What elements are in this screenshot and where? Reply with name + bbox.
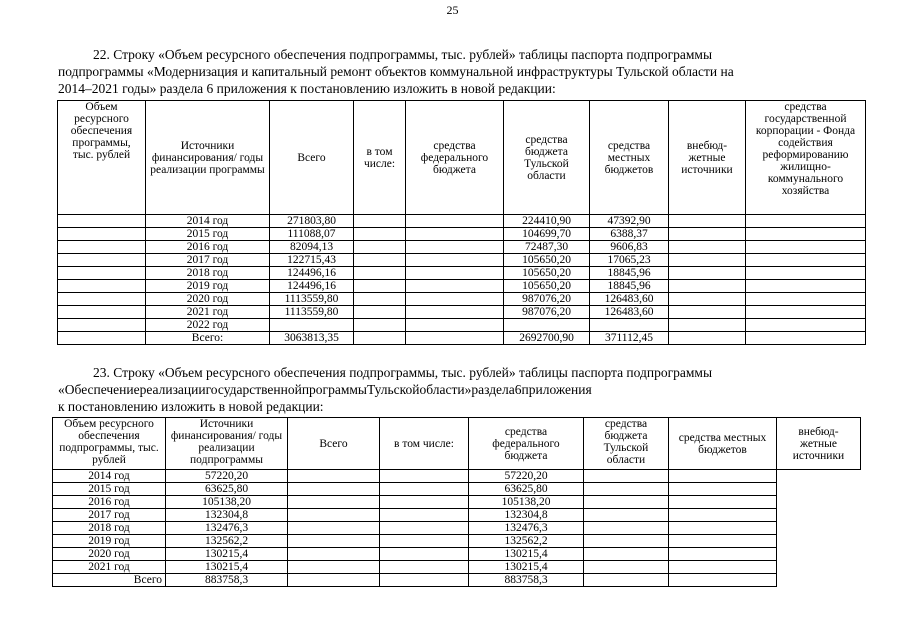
- cell-local: 9606,83: [590, 241, 669, 254]
- cell-extrabudgetary: [669, 306, 746, 319]
- cell-extrabudgetary: [669, 254, 746, 267]
- cell-extrabudgetary: [669, 509, 777, 522]
- table-total-row: [58, 332, 866, 345]
- cell-local: 371112,45: [590, 332, 669, 345]
- table-row: [53, 496, 861, 509]
- cell-federal: [406, 280, 504, 293]
- cell-empty: [58, 306, 146, 319]
- cell-year: 2019 год: [146, 280, 270, 293]
- section-23-line-2-word: реализации: [139, 382, 206, 397]
- cell-including: [288, 561, 380, 574]
- cell-extrabudgetary: [669, 548, 777, 561]
- cell-extrabudgetary: [669, 574, 777, 587]
- cell-federal: [406, 332, 504, 345]
- cell-fund: [746, 319, 866, 332]
- cell-regional: [504, 319, 590, 332]
- cell-regional: 105650,20: [504, 267, 590, 280]
- cell-regional: 883758,3: [469, 574, 584, 587]
- cell-extrabudgetary: [669, 483, 777, 496]
- cell-extrabudgetary: [669, 267, 746, 280]
- cell-total: 130215,4: [166, 548, 288, 561]
- cell-regional: 132476,3: [469, 522, 584, 535]
- cell-total: 57220,20: [166, 470, 288, 483]
- cell-year: 2021 год: [146, 306, 270, 319]
- section-23-line-1: 23. Строку «Объем ресурсного обеспечения подпрограммы, тыс. рублей» таблицы паспорта подпрограммы: [93, 365, 713, 380]
- cell-including: [354, 319, 406, 332]
- cell-local: [584, 509, 669, 522]
- section-23-line-2: [58, 381, 846, 398]
- cell-federal: [406, 306, 504, 319]
- cell-fund: [746, 215, 866, 228]
- cell-including: [354, 215, 406, 228]
- cell-including: [354, 306, 406, 319]
- section-23-line-2-word: раздела: [471, 382, 515, 397]
- header-including: в том числе:: [380, 418, 469, 470]
- section-23-paragraph: [58, 364, 846, 415]
- cell-empty: [58, 228, 146, 241]
- cell-total: 122715,43: [270, 254, 354, 267]
- page-number: 25: [446, 3, 459, 17]
- cell-including: [288, 483, 380, 496]
- cell-federal: [380, 496, 469, 509]
- cell-federal: [406, 241, 504, 254]
- cell-year: 2017 год: [146, 254, 270, 267]
- cell-extrabudgetary: [669, 319, 746, 332]
- header-sources: Источники финансирования/ годы реализации программы: [146, 101, 270, 215]
- cell-fund: [746, 267, 866, 280]
- header-extrabudgetary: внебюд-жетные источники: [669, 101, 746, 215]
- table-row: [53, 509, 861, 522]
- cell-year: 2022 год: [146, 319, 270, 332]
- section-23-line-3: к постановлению изложить в новой редакции:: [58, 399, 324, 414]
- cell-including: [354, 228, 406, 241]
- cell-total: 124496,16: [270, 280, 354, 293]
- table-row: [53, 535, 861, 548]
- cell-federal: [406, 228, 504, 241]
- cell-total-label: Всего: [53, 574, 166, 587]
- table-total-row: [53, 574, 861, 587]
- cell-regional: 132562,2: [469, 535, 584, 548]
- cell-local: [584, 483, 669, 496]
- cell-total: 111088,07: [270, 228, 354, 241]
- cell-regional: 105138,20: [469, 496, 584, 509]
- cell-local: 126483,60: [590, 293, 669, 306]
- cell-local: [590, 319, 669, 332]
- cell-regional: 105650,20: [504, 254, 590, 267]
- cell-extrabudgetary: [669, 241, 746, 254]
- cell-extrabudgetary: [669, 280, 746, 293]
- cell-federal: [380, 548, 469, 561]
- cell-fund: [746, 228, 866, 241]
- cell-federal: [380, 574, 469, 587]
- cell-including: [288, 496, 380, 509]
- cell-local: 18845,96: [590, 280, 669, 293]
- cell-federal: [406, 267, 504, 280]
- cell-fund: [746, 293, 866, 306]
- cell-extrabudgetary: [669, 535, 777, 548]
- cell-regional: 132304,8: [469, 509, 584, 522]
- cell-year: 2020 год: [146, 293, 270, 306]
- section-23-line-2-word: Тульской: [367, 382, 420, 397]
- cell-total: 124496,16: [270, 267, 354, 280]
- cell-local: [584, 548, 669, 561]
- cell-regional: 57220,20: [469, 470, 584, 483]
- cell-including: [288, 574, 380, 587]
- cell-local: 17065,23: [590, 254, 669, 267]
- section-23-line-2-word: области»: [419, 382, 472, 397]
- header-regional: средства бюджета Тульской области: [584, 418, 669, 470]
- cell-local: [584, 535, 669, 548]
- cell-extrabudgetary: [669, 228, 746, 241]
- cell-regional: 2692700,90: [504, 332, 590, 345]
- cell-total: 82094,13: [270, 241, 354, 254]
- cell-year: 2017 год: [53, 509, 166, 522]
- table-row: [58, 293, 866, 306]
- cell-year: 2020 год: [53, 548, 166, 561]
- section-22-line-3: 2014–2021 годы» раздела 6 приложения к постановлению изложить в новой редакции:: [58, 81, 556, 96]
- cell-year: 2018 год: [53, 522, 166, 535]
- cell-extrabudgetary: [669, 496, 777, 509]
- section-23-line-2-word: 6: [514, 382, 522, 397]
- cell-total: [270, 319, 354, 332]
- cell-federal: [380, 522, 469, 535]
- header-local: средства местных бюджетов: [590, 101, 669, 215]
- cell-local: 47392,90: [590, 215, 669, 228]
- cell-fund: [746, 241, 866, 254]
- cell-total: 883758,3: [166, 574, 288, 587]
- cell-local: 126483,60: [590, 306, 669, 319]
- cell-total-label: Всего:: [146, 332, 270, 345]
- cell-total: 63625,80: [166, 483, 288, 496]
- table-row: [53, 522, 861, 535]
- cell-empty: [58, 254, 146, 267]
- cell-total: 130215,4: [166, 561, 288, 574]
- cell-regional: 130215,4: [469, 561, 584, 574]
- header-federal: средства федерального бюджета: [469, 418, 584, 470]
- table-row: [58, 241, 866, 254]
- header-federal: средства федерального бюджета: [406, 101, 504, 215]
- cell-year: 2019 год: [53, 535, 166, 548]
- cell-empty: [58, 267, 146, 280]
- cell-year: 2018 год: [146, 267, 270, 280]
- cell-empty: [58, 241, 146, 254]
- cell-including: [288, 470, 380, 483]
- cell-empty: [58, 293, 146, 306]
- cell-federal: [406, 215, 504, 228]
- cell-local: [584, 496, 669, 509]
- cell-including: [288, 509, 380, 522]
- cell-total: 132304,8: [166, 509, 288, 522]
- cell-regional: 224410,90: [504, 215, 590, 228]
- cell-fund: [746, 306, 866, 319]
- header-fund: средства государственной корпорации - Фонда содействия реформированию жилищно-коммунального хозяйства: [746, 101, 866, 215]
- resource-table-22: [57, 100, 866, 345]
- cell-year: 2015 год: [53, 483, 166, 496]
- cell-fund: [746, 280, 866, 293]
- cell-empty: [58, 215, 146, 228]
- cell-federal: [380, 483, 469, 496]
- cell-including: [354, 293, 406, 306]
- header-total: Всего: [288, 418, 380, 470]
- cell-year: 2021 год: [53, 561, 166, 574]
- cell-federal: [380, 535, 469, 548]
- cell-total: 1113559,80: [270, 306, 354, 319]
- cell-regional: 987076,20: [504, 293, 590, 306]
- cell-local: [584, 522, 669, 535]
- table-23-header-row: [53, 418, 861, 470]
- section-22-line-2: подпрограммы «Модернизация и капитальный ремонт объектов коммунальной инфраструктуры Тульской области на: [58, 64, 734, 79]
- cell-regional: 63625,80: [469, 483, 584, 496]
- cell-including: [354, 267, 406, 280]
- table-row: [58, 319, 866, 332]
- header-sources: Источники финансирования/ годы реализации подпрограммы: [166, 418, 288, 470]
- header-regional: средства бюджета Тульской области: [504, 101, 590, 215]
- cell-extrabudgetary: [669, 522, 777, 535]
- table-row: [58, 306, 866, 319]
- cell-regional: 105650,20: [504, 280, 590, 293]
- cell-including: [354, 280, 406, 293]
- cell-federal: [380, 509, 469, 522]
- section-23-line-2-word: «Обеспечение: [58, 382, 140, 397]
- cell-regional: 987076,20: [504, 306, 590, 319]
- table-row: [53, 561, 861, 574]
- cell-including: [288, 522, 380, 535]
- cell-year: 2015 год: [146, 228, 270, 241]
- cell-including: [288, 548, 380, 561]
- cell-extrabudgetary: [669, 293, 746, 306]
- resource-table-23: [52, 417, 861, 587]
- cell-local: [584, 574, 669, 587]
- cell-local: [584, 561, 669, 574]
- cell-empty: [58, 280, 146, 293]
- cell-total: 132562,2: [166, 535, 288, 548]
- cell-regional: 72487,30: [504, 241, 590, 254]
- cell-total: 105138,20: [166, 496, 288, 509]
- cell-extrabudgetary: [669, 470, 777, 483]
- cell-total: 271803,80: [270, 215, 354, 228]
- cell-year: 2014 год: [146, 215, 270, 228]
- cell-including: [354, 332, 406, 345]
- table-row: [58, 215, 866, 228]
- cell-federal: [406, 254, 504, 267]
- cell-total: 132476,3: [166, 522, 288, 535]
- cell-fund: [746, 254, 866, 267]
- section-23-line-2-word: программы: [301, 382, 367, 397]
- table-row: [53, 548, 861, 561]
- cell-local: [584, 470, 669, 483]
- cell-empty: [58, 332, 146, 345]
- cell-federal: [406, 319, 504, 332]
- cell-including: [288, 535, 380, 548]
- cell-total: 1113559,80: [270, 293, 354, 306]
- table-row: [58, 228, 866, 241]
- cell-extrabudgetary: [669, 332, 746, 345]
- cell-extrabudgetary: [669, 215, 746, 228]
- table-22-header-row: [58, 101, 866, 215]
- header-resource-volume: Объем ресурсного обеспечения подпрограммы, тыс. рублей: [53, 418, 166, 470]
- section-22-line-1: 22. Строку «Объем ресурсного обеспечения подпрограммы, тыс. рублей» таблицы паспорта подпрограммы: [93, 47, 713, 62]
- cell-year: 2016 год: [53, 496, 166, 509]
- table-row: [58, 254, 866, 267]
- header-including: в том числе:: [354, 101, 406, 215]
- cell-extrabudgetary: [669, 561, 777, 574]
- header-local: средства местных бюджетов: [669, 418, 777, 470]
- cell-total: 3063813,35: [270, 332, 354, 345]
- section-23-line-2-word: приложения: [521, 382, 592, 397]
- cell-year: 2016 год: [146, 241, 270, 254]
- cell-federal: [380, 561, 469, 574]
- cell-federal: [406, 293, 504, 306]
- cell-federal: [380, 470, 469, 483]
- section-23-line-2-word: государственной: [205, 382, 302, 397]
- header-resource-volume: Объем ресурсного обеспечения программы, тыс. рублей: [58, 101, 146, 215]
- table-row: [58, 267, 866, 280]
- cell-year: 2014 год: [53, 470, 166, 483]
- table-row: [53, 483, 861, 496]
- header-total: Всего: [270, 101, 354, 215]
- cell-regional: 104699,70: [504, 228, 590, 241]
- cell-including: [354, 254, 406, 267]
- cell-including: [354, 241, 406, 254]
- section-22-paragraph: [58, 46, 848, 97]
- cell-empty: [58, 319, 146, 332]
- cell-fund: [746, 332, 866, 345]
- table-row: [58, 280, 866, 293]
- header-extrabudgetary: внебюд-жетные источники: [777, 418, 861, 470]
- table-row: [53, 470, 861, 483]
- cell-regional: 130215,4: [469, 548, 584, 561]
- cell-local: 6388,37: [590, 228, 669, 241]
- cell-local: 18845,96: [590, 267, 669, 280]
